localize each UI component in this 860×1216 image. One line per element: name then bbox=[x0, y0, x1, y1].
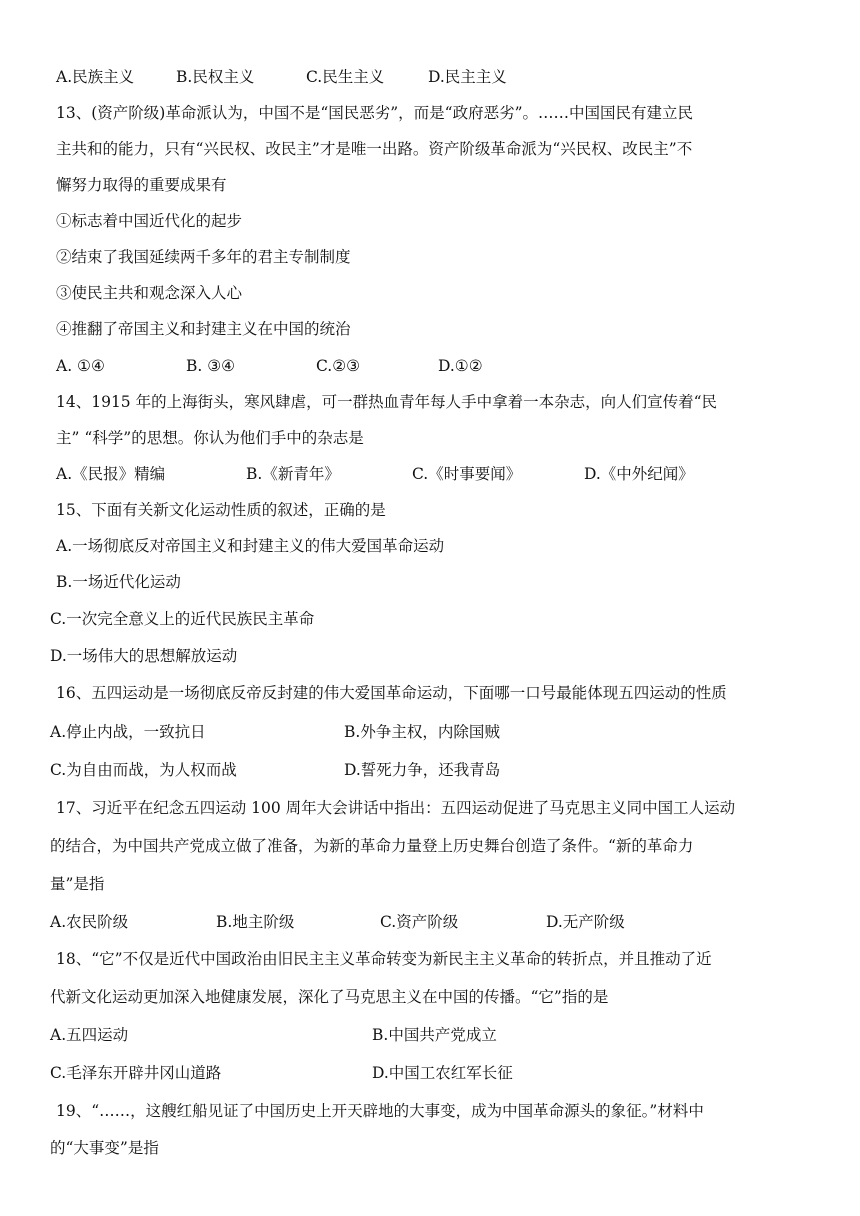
q12-option-d: D.民主主义 bbox=[428, 68, 507, 86]
q14-option-a: A.《民报》精编 bbox=[56, 465, 166, 483]
q14-option-d: D.《中外纪闻》 bbox=[584, 465, 694, 483]
q13-stem-line-1: 13、(资产阶级)革命派认为，中国不是“国民恶劣”，而是“政府恶劣”。……中国国民有建立民 bbox=[56, 104, 694, 122]
q18-option-c: C.毛泽东开辟井冈山道路 bbox=[50, 1064, 222, 1082]
q14-stem-line-2: 主” “科学”的思想。你认为他们手中的杂志是 bbox=[56, 429, 364, 447]
q13-item-2: ②结束了我国延续两千多年的君主专制制度 bbox=[56, 248, 351, 266]
q13-item-4: ④推翻了帝国主义和封建主义在中国的统治 bbox=[56, 320, 351, 338]
q18-option-d: D.中国工农红军长征 bbox=[372, 1064, 513, 1082]
q15-option-c: C.一次完全意义上的近代民族民主革命 bbox=[50, 610, 315, 628]
q17-option-d: D.无产阶级 bbox=[546, 913, 625, 931]
q14-stem-line-1: 14、1915 年的上海街头，寒风肆虐，可一群热血青年每人手中拿着一本杂志，向人们宣传着“民 bbox=[56, 393, 718, 411]
q17-stem-line-1: 17、习近平在纪念五四运动 100 周年大会讲话中指出：五四运动促进了马克思主义同中国工人运动 bbox=[56, 799, 736, 817]
q18-stem-line-2: 代新文化运动更加深入地健康发展，深化了马克思主义在中国的传播。“它”指的是 bbox=[50, 988, 609, 1006]
q12-option-a: A.民族主义 bbox=[56, 68, 135, 86]
q13-stem-line-3: 懈努力取得的重要成果有 bbox=[56, 176, 227, 194]
q19-stem-line-1: 19、“……，这艘红船见证了中国历史上开天辟地的大事变，成为中国革命源头的象征。”材料中 bbox=[56, 1102, 704, 1120]
q13-item-3: ③使民主共和观念深入人心 bbox=[56, 284, 243, 302]
q18-stem-line-1: 18、“它”不仅是近代中国政治由旧民主主义革命转变为新民主主义革命的转折点，并且推动了近 bbox=[56, 950, 712, 968]
q17-option-c: C.资产阶级 bbox=[380, 913, 459, 931]
q18-option-b: B.中国共产党成立 bbox=[372, 1026, 497, 1044]
q13-stem-line-2: 主共和的能力，只有“兴民权、改民主”才是唯一出路。资产阶级革命派为“兴民权、改民主”不 bbox=[56, 140, 693, 158]
q14-option-b: B.《新青年》 bbox=[246, 465, 340, 483]
q14-option-c: C.《时事要闻》 bbox=[412, 465, 522, 483]
q17-option-a: A.农民阶级 bbox=[50, 913, 129, 931]
q13-option-a: A. ①④ bbox=[56, 357, 105, 375]
q13-option-c: C.②③ bbox=[316, 357, 361, 375]
q15-option-b: B.一场近代化运动 bbox=[56, 573, 181, 591]
q16-option-c: C.为自由而战，为人权而战 bbox=[50, 761, 237, 779]
q16-stem: 16、五四运动是一场彻底反帝反封建的伟大爱国革命运动，下面哪一口号最能体现五四运动的性质 bbox=[56, 684, 727, 702]
q16-option-b: B.外争主权，内除国贼 bbox=[344, 723, 500, 741]
q13-option-d: D.①② bbox=[438, 357, 483, 375]
q15-option-d: D.一场伟大的思想解放运动 bbox=[50, 647, 238, 665]
q19-stem-line-2: 的“大事变”是指 bbox=[50, 1139, 159, 1157]
q15-option-a: A.一场彻底反对帝国主义和封建主义的伟大爱国革命运动 bbox=[56, 537, 445, 555]
q17-option-b: B.地主阶级 bbox=[216, 913, 295, 931]
q12-option-b: B.民权主义 bbox=[176, 68, 255, 86]
q16-option-d: D.誓死力争，还我青岛 bbox=[344, 761, 501, 779]
q17-stem-line-2: 的结合，为中国共产党成立做了准备，为新的革命力量登上历史舞台创造了条件。“新的革命力 bbox=[50, 837, 694, 855]
q13-option-b: B. ③④ bbox=[186, 357, 236, 375]
q13-item-1: ①标志着中国近代化的起步 bbox=[56, 212, 243, 230]
q17-stem-line-3: 量”是指 bbox=[50, 875, 105, 893]
q16-option-a: A.停止内战，一致抗日 bbox=[50, 723, 206, 741]
q18-option-a: A.五四运动 bbox=[50, 1026, 129, 1044]
q15-stem: 15、下面有关新文化运动性质的叙述，正确的是 bbox=[56, 501, 386, 519]
q12-option-c: C.民生主义 bbox=[306, 68, 385, 86]
